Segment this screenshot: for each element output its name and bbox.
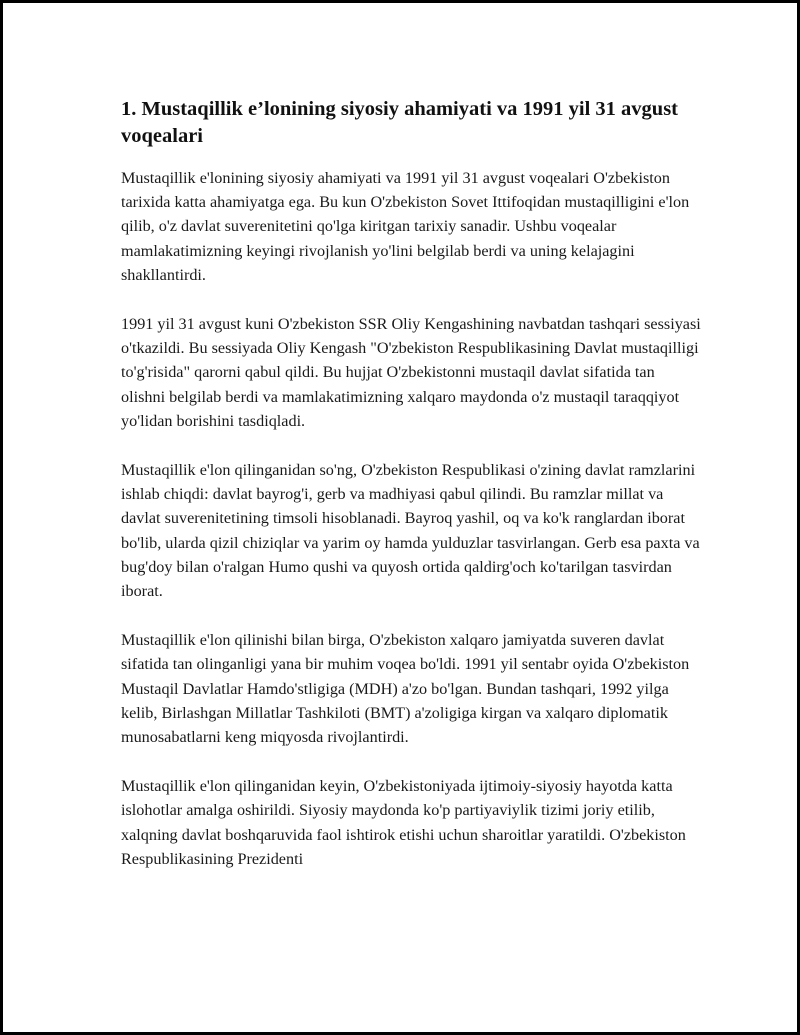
- paragraph-5: Mustaqillik e'lon qilinganidan keyin, O'zbekistoniyada ijtimoiy-siyosiy hayotda katta islohotlar amalga oshirildi. Siyosiy maydonda ko'p partiyaviylik tizimi joriy etilib, xalqning davlat boshqaruvida faol ishtirok etishi uchun sharoitlar yaratildi. O'zbekiston Respublikasining Prezidenti: [121, 777, 686, 868]
- document-body: [121, 96, 701, 896]
- paragraph-3: Mustaqillik e'lon qilinganidan so'ng, O'zbekiston Respublikasi o'zining davlat ramzlarini ishlab chiqdi: davlat bayrog'i, gerb va madhiyasi qabul qilindi. Bu ramzlar millat va davlat suverenitetining timsoli hisoblanadi. Bayroq yashil, oq va ko'k ranglardan iborat bo'lib, ularda qizil chiziqlar va yarim oy hamda yulduzlar tasvirlangan. Gerb esa paxta va bug'doy bilan o'ralgan Humo qushi va quyosh ortida qaldirg'och ko'tarilgan tasvirdan iborat.: [121, 461, 700, 601]
- paragraph-2: 1991 yil 31 avgust kuni O'zbekiston SSR Oliy Kengashining navbatdan tashqari sessiyasi o'tkazildi. Bu sessiyada Oliy Kengash "O'zbekiston Respublikasining Davlat mustaqilligi to'g'risida" qarorni qabul qildi. Bu hujjat O'zbekistonni mustaqil davlat sifatida tan olishni belgilab berdi va mamlakatimizning xalqaro maydonda o'z mustaqil taraqqiyot yo'lidan borishini tasdiqladi.: [121, 315, 701, 430]
- paragraph-4: Mustaqillik e'lon qilinishi bilan birga, O'zbekiston xalqaro jamiyatda suveren davlat sifatida tan olinganligi yana bir muhim voqea bo'ldi. 1991 yil sentabr oyida O'zbekiston Mustaqil Davlatlar Hamdo'stligiga (MDH) a'zo bo'lgan. Bundan tashqari, 1992 yilga kelib, Birlashgan Millatlar Tashkiloti (BMT) a'zoligiga kirgan va xalqaro diplomatik munosabatlarni keng miqyosda rivojlantirdi.: [121, 631, 690, 747]
- paragraph-1: Mustaqillik e'lonining siyosiy ahamiyati va 1991 yil 31 avgust voqealari O'zbekiston tarixida katta ahamiyatga ega. Bu kun O'zbekiston Sovet Ittifoqidan mustaqilligini e'lon qilib, o'z davlat suverenitetini qo'lga kiritgan tarixiy sanadir. Ushbu voqealar mamlakatimizning keyingi rivojlanish yo'lini belgilab berdi va uning kelajagini shakllantirdi.: [121, 169, 690, 284]
- section-heading: 1. Mustaqillik e’lonining siyosiy ahamiyati va 1991 yil 31 avgust voqealari: [121, 98, 678, 147]
